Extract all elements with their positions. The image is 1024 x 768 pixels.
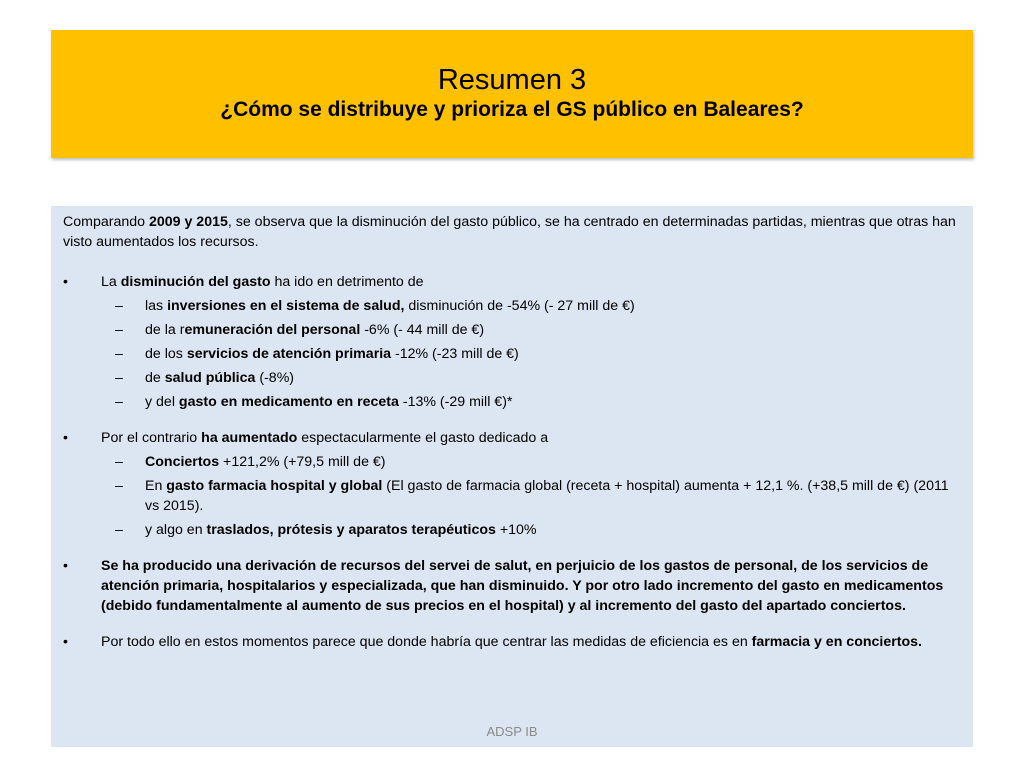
- dash-marker: –: [115, 394, 123, 410]
- text-run-bold: disminución del gasto: [120, 274, 271, 290]
- bullet-item: [63, 556, 961, 616]
- text-run-bold: 2009 y 2015: [148, 214, 228, 230]
- text-run: las: [145, 298, 168, 314]
- sub-item: [63, 344, 961, 364]
- sub-item: [63, 368, 961, 388]
- bullet-marker: •: [63, 558, 68, 574]
- sub-item: [63, 320, 961, 340]
- bullet-item: [63, 632, 961, 652]
- text-run: La: [101, 274, 121, 290]
- dash-marker: –: [115, 370, 123, 386]
- text-run: espectacularmente el gasto dedicado a: [297, 430, 549, 446]
- text-run: (El gasto de farmacia global (receta + hospital) aumenta + 12,1 %. (+38,5 mill de €) (2011 vs 2015).: [145, 478, 949, 514]
- text-run: -13% (-29 mill €)*: [398, 394, 513, 410]
- text-run-bold: farmacia y en conciertos.: [751, 634, 922, 650]
- content-panel: [51, 206, 973, 747]
- text-run: de la r: [145, 322, 185, 338]
- dash-marker: –: [115, 522, 123, 538]
- sub-item: [63, 452, 961, 472]
- bullet-marker: •: [63, 634, 68, 650]
- text-run: +10%: [495, 522, 537, 538]
- sub-item: [63, 296, 961, 316]
- bullet-marker: •: [63, 430, 68, 446]
- text-run: de: [145, 370, 165, 386]
- text-run-bold: inversiones en el sistema de salud,: [167, 298, 405, 314]
- bullet-marker: •: [63, 274, 68, 290]
- title-banner: [51, 30, 973, 158]
- text-run-bold: ha aumentado: [201, 430, 298, 446]
- dash-marker: –: [115, 454, 123, 470]
- text-run: , se observa que la disminución del gasto público, se ha centrado en determinadas partidas, mientras que otras han visto aumentados los recursos.: [63, 214, 956, 250]
- text-run: y del: [145, 394, 179, 410]
- text-run: +121,2% (+79,5 mill de €): [219, 454, 386, 470]
- slide-subtitle: ¿Cómo se distribuye y prioriza el GS público en Baleares?: [220, 98, 804, 121]
- text-run: -12% (-23 mill de €): [391, 346, 519, 362]
- text-run: -6% (- 44 mill de €): [360, 322, 485, 338]
- text-run-bold: gasto en medicamento en receta: [178, 394, 399, 410]
- dash-marker: –: [115, 298, 123, 314]
- slide-title: Resumen 3: [437, 64, 587, 96]
- dash-marker: –: [115, 322, 123, 338]
- text-run: disminución de -54% (- 27 mill de €): [404, 298, 635, 314]
- bullet-item: [63, 272, 961, 292]
- bullet-item: [63, 428, 961, 448]
- text-run-bold: emuneración del personal: [184, 322, 361, 338]
- sub-item: [63, 476, 961, 516]
- text-run-bold: servicios de atención primaria: [186, 346, 392, 362]
- text-run: En: [145, 478, 167, 494]
- text-run-bold: Se ha producido una derivación de recursos del servei de salut, en perjuicio de los gastos de personal, de los servicios de atención primaria, hospitalarios y especializada, que han disminuido. Y por otro lado incremento del gasto en medicamentos (debido fundamentalmente al aumento de sus precios en el hospital) y al incremento del gasto del apartado conciertos.: [101, 558, 944, 614]
- text-run: de los: [145, 346, 187, 362]
- intro-paragraph: [63, 212, 961, 252]
- text-run-bold: gasto farmacia hospital y global: [166, 478, 383, 494]
- text-run-bold: Conciertos: [145, 454, 220, 470]
- text-run: Por el contrario: [101, 430, 202, 446]
- text-run: Por todo ello en estos momentos parece que donde habría que centrar las medidas de eficiencia es en: [101, 634, 752, 650]
- text-run: ha ido en detrimento de: [270, 274, 424, 290]
- text-run: (-8%): [255, 370, 295, 386]
- text-run: y algo en: [145, 522, 207, 538]
- footer-label: ADSP IB: [486, 724, 538, 739]
- text-run-bold: traslados, prótesis y aparatos terapéuticos: [206, 522, 496, 538]
- sub-item: [63, 520, 961, 540]
- text-run: Comparando: [63, 214, 149, 230]
- dash-marker: –: [115, 346, 123, 362]
- sub-item: [63, 392, 961, 412]
- dash-marker: –: [115, 478, 123, 494]
- text-run-bold: salud pública: [164, 370, 256, 386]
